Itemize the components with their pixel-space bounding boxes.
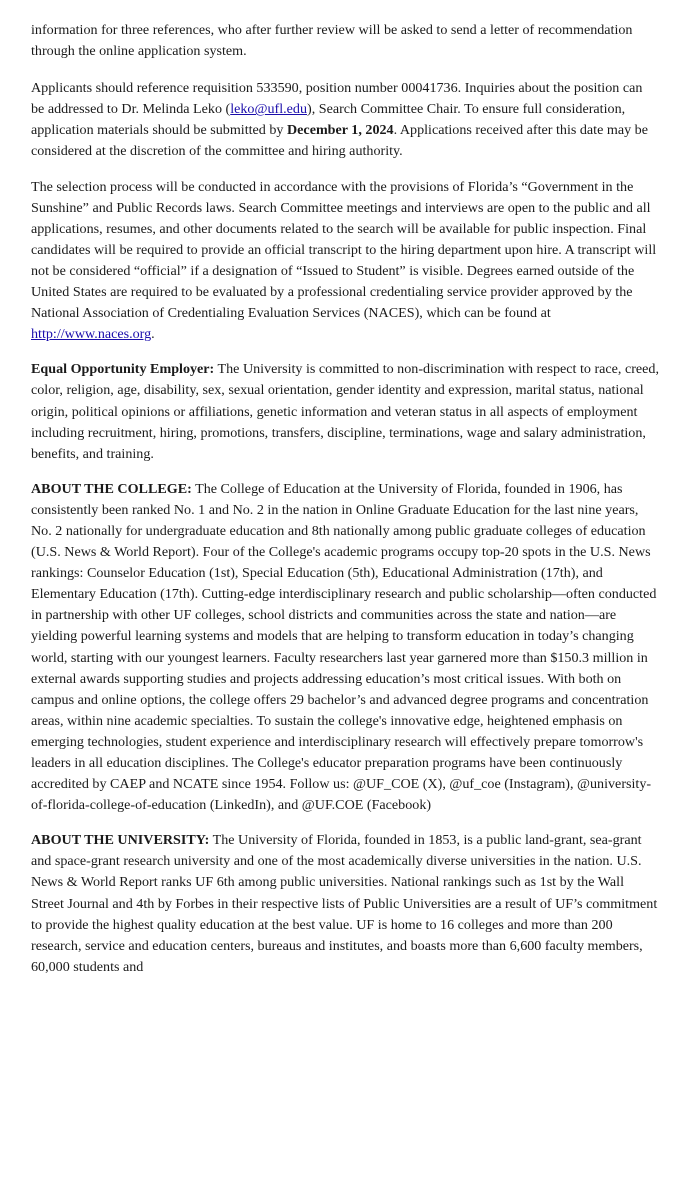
instructions-text-1: Applicants should reference requisition 533590, position number 00041736. Inquiries about the position can be addressed to Dr. Melinda Leko ( <box>31 80 643 118</box>
about-university-heading: ABOUT THE UNIVERSITY: <box>31 832 210 849</box>
equal-opportunity-heading: Equal Opportunity Employer: <box>31 361 215 378</box>
document-page <box>31 20 659 997</box>
application-deadline: December 1, 2024 <box>287 122 394 139</box>
about-university-text: The University of Florida, founded in 1853, is a public land-grant, sea-grant and space-grant research university and one of the most academically diverse universities in the nation. U.S. News & World Report ranks UF 6th among public universities. National rankings such as 1st by the Wall Street Journal and 4th by Forbes in their respective lists of Public Universities are a result of UF’s commitment to provide the highest quality education at the best value. UF is home to 16 colleges and more than 200 research, service and education centers, bureaus and institutes, and boasts more than 6,600 faculty members, 60,000 students and <box>31 832 658 975</box>
equal-opportunity-text: The University is committed to non-discrimination with respect to race, creed, color, religion, age, disability, sex, sexual orientation, gender identity and expression, marital status, national origin, political opinions or affiliations, genetic information and veteran status in all aspects of employment including recruitment, hiring, promotions, transfers, discipline, terminations, wage and salary administration, benefits, and training. <box>31 361 659 462</box>
selection-process-text: The selection process will be conducted in accordance with the provisions of Florida’s “Government in the Sunshine” and Public Records laws. Search Committee meetings and interviews are open to the public and all applications, resumes, and other documents related to the search will be available for public inspection. Final candidates will be required to provide an official transcript to the hiring department upon hire. A transcript will not be considered “official” if a designation of “Issued to Student” is visible. Degrees earned outside of the United States are required to be evaluated by a professional credentialing service provider approved by the National Association of Credentialing Evaluation Services (NACES), which can be found at <box>31 178 657 322</box>
about-college-text: The College of Education at the University of Florida, founded in 1906, has consistently been ranked No. 1 and No. 2 in the nation in Online Graduate Education for the last nine years, No. 2 nationally for undergraduate education and 8th nationally among public graduate colleges of education (U.S. News & World Report). Four of the College's academic programs occupy top-20 spots in the U.S. News rankings: Counselor Education (1st), Special Education (5th), Educational Administration (17th), and Elementary Education (17th). Cutting-edge interdisciplinary research and public scholarship—often conducted in partnership with other UF colleges, school districts and communities across the state and nation—are yielding powerful learning systems and models that are helping to transform education in today’s changing world, starting with our youngest learners. Faculty researchers last year garnered more than $150.3 million in external awards supporting studies and projects addressing education’s most critical issues. With both on campus and online options, the college offers 29 bachelor’s and advanced degree programs and concentration areas, within nine academic specialties. To sustain the college's innovative edge, heightened emphasis on emerging technologies, student experience and interdisciplinary research will effectively prepare tomorrow's leaders in all education disciplines. The College's educator preparation programs have been continuously accredited by CAEP and NCATE since 1954. Follow us: @UF_COE (X), @uf_coe (Instagram), @university-of-florida-college-of-education (LinkedIn), and @UF.COE (Facebook) <box>31 480 657 814</box>
about-university-paragraph <box>31 830 659 978</box>
naces-link[interactable]: http://www.naces.org <box>31 326 152 343</box>
equal-opportunity-paragraph <box>31 359 659 464</box>
application-instructions-paragraph <box>31 78 659 162</box>
instructions-text-3: . Applications received after this date may be considered at the discretion of the committee and hiring authority. <box>31 122 648 160</box>
selection-process-end: . <box>151 326 155 343</box>
instructions-text-2: ), Search Committee Chair. To ensure full consideration, application materials should be submitted by <box>31 101 626 139</box>
about-college-paragraph <box>31 479 659 817</box>
references-paragraph <box>31 20 659 62</box>
selection-process-paragraph <box>31 177 659 346</box>
contact-email-link[interactable]: leko@ufl.edu <box>230 101 307 118</box>
references-text: information for three references, who after further review will be asked to send a letter of recommendation through the online application system. <box>31 22 633 60</box>
about-college-heading: ABOUT THE COLLEGE: <box>31 480 192 497</box>
